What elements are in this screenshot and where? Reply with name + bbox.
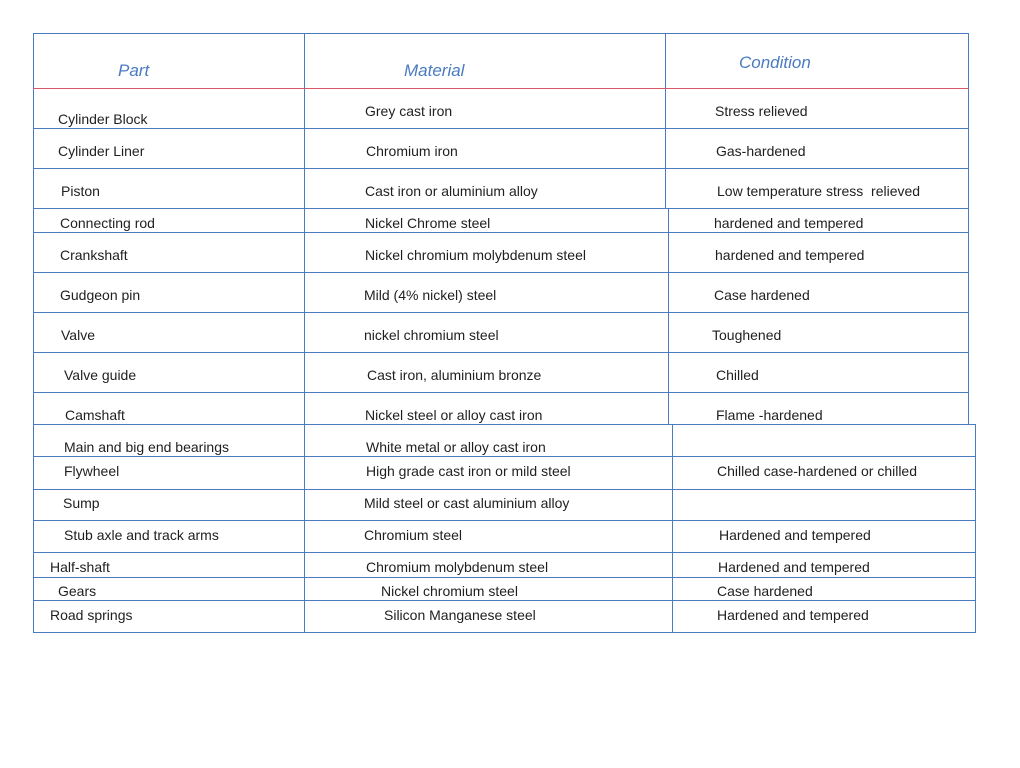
cell-condition: Case hardened <box>717 583 813 599</box>
cell-condition: Hardened and tempered <box>719 527 871 543</box>
row-divider <box>33 489 976 490</box>
cell-part: Camshaft <box>65 407 125 423</box>
cell-condition: Low temperature stress relieved <box>717 183 921 199</box>
row-divider <box>33 232 969 233</box>
cell-condition: Hardened and tempered <box>718 559 870 575</box>
cell-material: Nickel chromium molybdenum steel <box>365 247 586 263</box>
cell-material: White metal or alloy cast iron <box>366 439 546 455</box>
cell-material: Chromium steel <box>364 527 463 543</box>
cell-material: Chromium molybdenum steel <box>366 559 549 575</box>
row-divider <box>33 424 976 425</box>
cell-material: High grade cast iron or mild steel <box>366 463 571 479</box>
cell-part: Piston <box>61 183 100 199</box>
row-divider <box>33 312 969 313</box>
header-material: Material <box>404 61 465 80</box>
cell-part: Flywheel <box>64 463 120 479</box>
row-divider <box>33 352 969 353</box>
cell-material: Nickel steel or alloy cast iron <box>365 407 543 423</box>
cell-part: Half-shaft <box>50 559 110 575</box>
header-part: Part <box>118 61 150 80</box>
cell-condition: Gas-hardened <box>716 143 806 159</box>
table-border-bottom <box>33 632 976 633</box>
cell-part: Connecting rod <box>60 215 155 231</box>
cell-part: Road springs <box>50 607 133 623</box>
cell-material: Cast iron or aluminium alloy <box>365 183 538 199</box>
cell-material: Nickel chromium steel <box>381 583 518 599</box>
cell-part: Crankshaft <box>60 247 128 263</box>
cell-part: Valve <box>61 327 95 343</box>
cell-material: Cast iron, aluminium bronze <box>367 367 542 383</box>
header-condition: Condition <box>739 53 811 72</box>
row-divider <box>33 456 976 457</box>
cell-part: Stub axle and track arms <box>64 527 219 543</box>
row-divider <box>33 552 976 553</box>
cell-part: Valve guide <box>64 367 137 383</box>
cell-condition: Toughened <box>712 327 782 343</box>
cell-material: Mild (4% nickel) steel <box>364 287 497 303</box>
cell-part: Cylinder Block <box>58 111 148 127</box>
cell-condition: Stress relieved <box>715 103 808 119</box>
column-divider-material-condition-upper <box>665 33 666 209</box>
cell-condition: Chilled case-hardened or chilled <box>717 463 918 479</box>
cell-material: Silicon Manganese steel <box>384 607 536 623</box>
table-border-left <box>33 33 34 633</box>
cell-material: Chromium iron <box>366 143 458 159</box>
table-border-right-upper <box>968 33 969 425</box>
column-divider-part-material <box>304 33 305 633</box>
cell-part: Main and big end bearings <box>64 439 230 455</box>
row-divider <box>33 272 969 273</box>
cell-condition: Flame -hardened <box>716 407 823 423</box>
row-divider <box>33 128 969 129</box>
row-divider <box>33 600 976 601</box>
row-divider <box>33 168 969 169</box>
cell-material: nickel chromium steel <box>364 327 499 343</box>
row-divider <box>33 577 976 578</box>
row-divider <box>33 520 976 521</box>
cell-condition: hardened and tempered <box>715 247 865 263</box>
cell-condition: hardened and tempered <box>714 215 864 231</box>
cell-material: Mild steel or cast aluminium alloy <box>364 495 570 511</box>
cell-material: Grey cast iron <box>365 103 453 119</box>
cell-condition: Case hardened <box>714 287 810 303</box>
header-rule <box>33 88 969 89</box>
cell-condition: Chilled <box>716 367 759 383</box>
cell-part: Cylinder Liner <box>58 143 145 159</box>
cell-part: Gudgeon pin <box>60 287 141 303</box>
table-border-top <box>33 33 969 34</box>
row-divider <box>33 392 969 393</box>
cell-part: Sump <box>63 495 100 511</box>
cell-condition: Hardened and tempered <box>717 607 869 623</box>
row-divider <box>33 208 969 209</box>
cell-part: Gears <box>58 583 97 599</box>
cell-material: Nickel Chrome steel <box>365 215 491 231</box>
